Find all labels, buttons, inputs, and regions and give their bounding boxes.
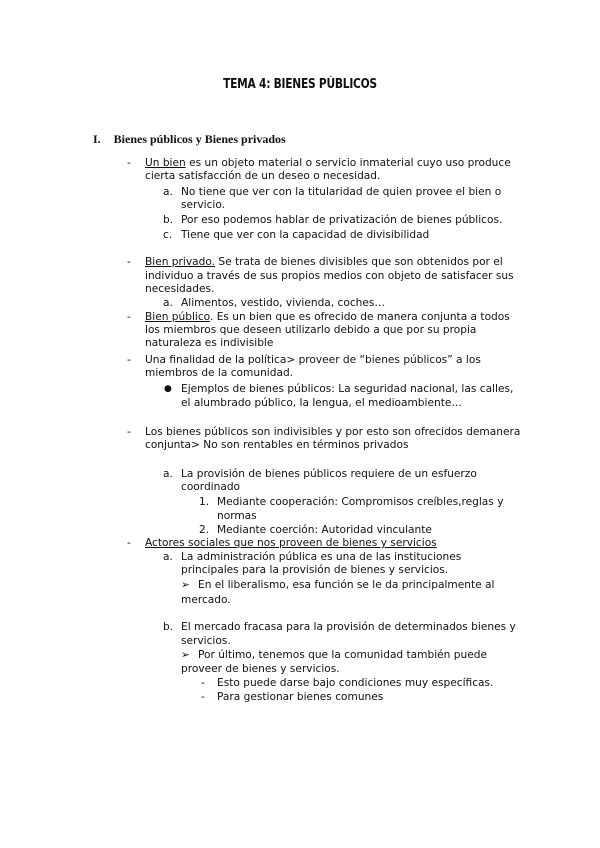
indivisibles-line-1: Los bienes públicos son indivisibles y por esto son ofrecidos demanera (145, 426, 521, 438)
comunidad-line-1: Por último, tenemos que la comunidad también puede (198, 649, 487, 661)
cooperacion-line-1: Mediante cooperación: Compromisos creíbles,reglas y (217, 496, 504, 508)
finalidad-line-2: miembros de la comunidad. (145, 367, 294, 379)
publico-definition (145, 311, 510, 324)
section-number: I. (93, 132, 101, 146)
provision-line-2: coordinado (181, 481, 241, 493)
privado-text: Se trata de bienes divisibles que son obtenidos por el (214, 256, 503, 268)
bien-line-2: cierta satisfacción de un deseo o necesidad. (145, 170, 381, 182)
bien-item-a-cont: servicio. (181, 199, 226, 211)
finalidad-line-1: Una finalidad de la política> proveer de “bienes públicos” a los (145, 354, 481, 366)
actores-heading: Actores sociales que nos proveen de bienes y servicios (145, 537, 437, 549)
dash-marker: - (127, 537, 131, 549)
privado-item-a: Alimentos, vestido, vivienda, coches… (181, 297, 386, 309)
comunidad-line-2: proveer de bienes y servicios. (181, 663, 340, 675)
dash-marker: - (127, 311, 131, 323)
bullet-marker: ● (164, 384, 172, 394)
arrow-bullet-icon: ➢ (181, 579, 190, 591)
bien-text: es un objeto material o servicio inmaterial cuyo uso produce (185, 157, 511, 169)
bien-item-b: Por eso podemos hablar de privatización de bienes públicos. (181, 214, 503, 226)
ejemplos-line-1: Ejemplos de bienes públicos: La seguridad nacional, las calles, (181, 383, 514, 395)
privado-line-2: individuo a través de sus propios medios con objeto de satisfacer sus (145, 270, 514, 282)
privado-definition (145, 256, 503, 269)
indivisibles-line-2: conjunta> No son rentables en términos privados (145, 439, 409, 451)
mercado-line-2: servicios. (181, 635, 231, 647)
publico-line-3: naturaleza es indivisible (145, 337, 274, 349)
dash-marker: - (127, 426, 131, 438)
privado-term: Bien privado. (145, 256, 215, 268)
publico-text: . Es un bien que es ofrecido de manera conjunta a todos (209, 311, 510, 323)
list-marker-2: 2. (199, 524, 210, 536)
dash-marker: - (201, 677, 205, 689)
list-marker-a: a. (163, 297, 173, 309)
publico-term: Bien público (145, 311, 210, 323)
coercion-line: Mediante coerción: Autoridad vinculante (217, 524, 432, 536)
section-title: Bienes públicos y Bienes privados (113, 132, 286, 146)
publico-line-2: los miembros que deseen utilizarlo debido a que por su propia (145, 324, 477, 336)
section-heading (93, 132, 286, 147)
list-marker-1: 1. (199, 496, 210, 508)
bien-item-a: No tiene que ver con la titularidad de quien provee el bien o (181, 186, 502, 198)
liberalismo-line-2: mercado. (181, 594, 231, 606)
list-marker-b: b. (163, 214, 174, 226)
liberalismo-line-1: En el liberalismo, esa función se le da principalmente al (198, 579, 495, 591)
condiciones-line: Esto puede darse bajo condiciones muy específicas. (217, 677, 494, 689)
mercado-line-1: El mercado fracasa para la provisión de determinados bienes y (181, 621, 516, 633)
cooperacion-line-2: normas (217, 510, 257, 522)
bien-definition (145, 157, 511, 170)
list-marker-c: c. (163, 229, 173, 241)
administracion-line-2: principales para la provisión de bienes y servicios. (181, 564, 449, 576)
dash-marker: - (127, 256, 131, 268)
dash-marker: - (201, 691, 205, 703)
privado-line-3: necesidades. (145, 283, 215, 295)
list-marker-a: a. (163, 468, 173, 480)
list-marker-b: b. (163, 621, 174, 633)
ejemplos-line-2: el alumbrado público, la lengua, el medioambiente… (181, 397, 462, 409)
bien-item-c: Tiene que ver con la capacidad de divisibilidad (181, 229, 430, 241)
list-marker-a: a. (163, 551, 173, 563)
bienes-comunes-line: Para gestionar bienes comunes (217, 691, 384, 703)
administracion-line-1: La administración pública es una de las instituciones (181, 551, 462, 563)
provision-line-1: La provisión de bienes públicos requiere de un esfuerzo (181, 468, 477, 480)
bien-term: Un bien (145, 157, 186, 169)
dash-marker: - (127, 157, 131, 169)
dash-marker: - (127, 354, 131, 366)
page-title: TEMA 4: BIENES PÚBLICOS (223, 77, 377, 92)
list-marker-a: a. (163, 186, 173, 198)
arrow-bullet-icon: ➢ (181, 649, 190, 661)
